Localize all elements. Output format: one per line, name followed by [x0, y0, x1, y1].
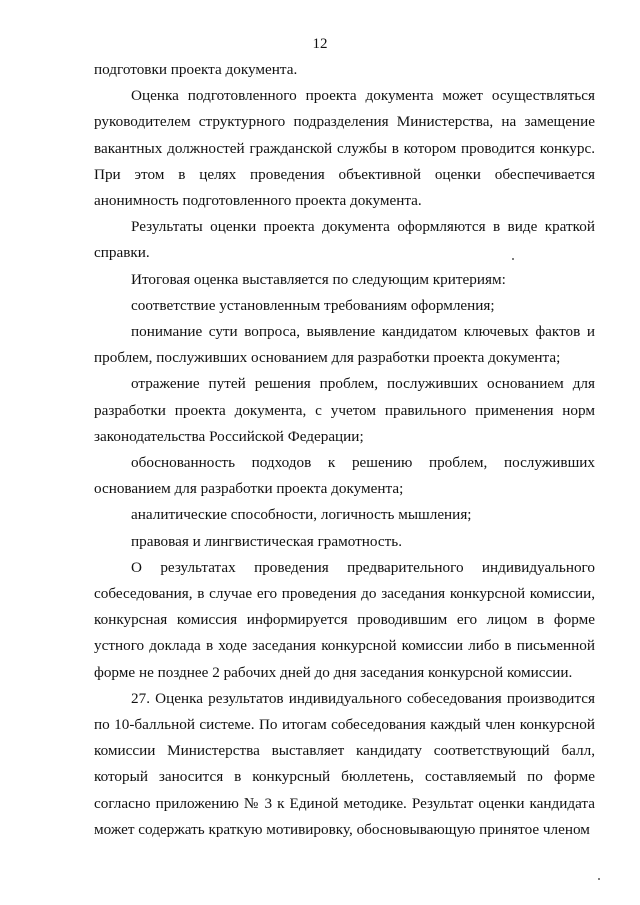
criterion-understanding: понимание сути вопроса, выявление кандидатом ключевых фактов и проблем, послуживших основанием для разработки проекта документа;	[94, 323, 595, 367]
paragraph-preliminary-interview: О результатах проведения предварительного индивидуального собеседования, в случае его проведения до заседания конкурсной комиссии, конкурсная комиссия информируется проводившим его лицом в форме устного доклада в ходе заседания конкурсной комиссии либо в письменной форме не позднее 2 рабочих дней до дня заседания конкурсной комиссии.	[94, 558, 595, 681]
paragraph-item-27: 27. Оценка результатов индивидуального собеседования производится по 10-балльной системе. По итогам собеседования каждый член конкурсной комиссии Министерства выставляет кандидату соответствующий балл, который заносится в конкурсный бюллетень, составляемый по форме согласно приложению № 3 к Единой методике. Результат оценки кандидата может содержать краткую мотивировку, обосновывающую принятое членом	[94, 689, 595, 838]
criterion-formatting: соответствие установленным требованиям оформления;	[131, 296, 495, 314]
document-body	[94, 57, 595, 843]
paragraph-criteria-intro: Итоговая оценка выставляется по следующим критериям:	[131, 270, 506, 288]
criterion-analytics: аналитические способности, логичность мышления;	[131, 506, 472, 524]
page-number: 12	[312, 36, 328, 52]
scan-speck	[512, 258, 514, 260]
criterion-approaches: обоснованность подходов к решению проблем, послуживших основанием для разработки проекта документа;	[94, 454, 595, 498]
paragraph-evaluation-results: Результаты оценки проекта документа оформляются в виде краткой справки.	[94, 218, 595, 262]
criterion-literacy: правовая и лингвистическая грамотность.	[131, 532, 402, 550]
scan-speck	[598, 878, 600, 880]
paragraph-evaluation-responsible: Оценка подготовленного проекта документа может осуществляться руководителем структурного подразделения Министерства, на замещение вакантных должностей гражданской службы в котором проводится конкурс. При этом в целях проведения объективной оценки обеспечивается анонимность подготовленного проекта документа.	[94, 87, 595, 210]
paragraph-continuation: подготовки проекта документа.	[94, 61, 298, 78]
criterion-solutions: отражение путей решения проблем, послуживших основанием для разработки проекта документа, с учетом правильного применения норм законодательства Российской Федерации;	[94, 375, 595, 445]
